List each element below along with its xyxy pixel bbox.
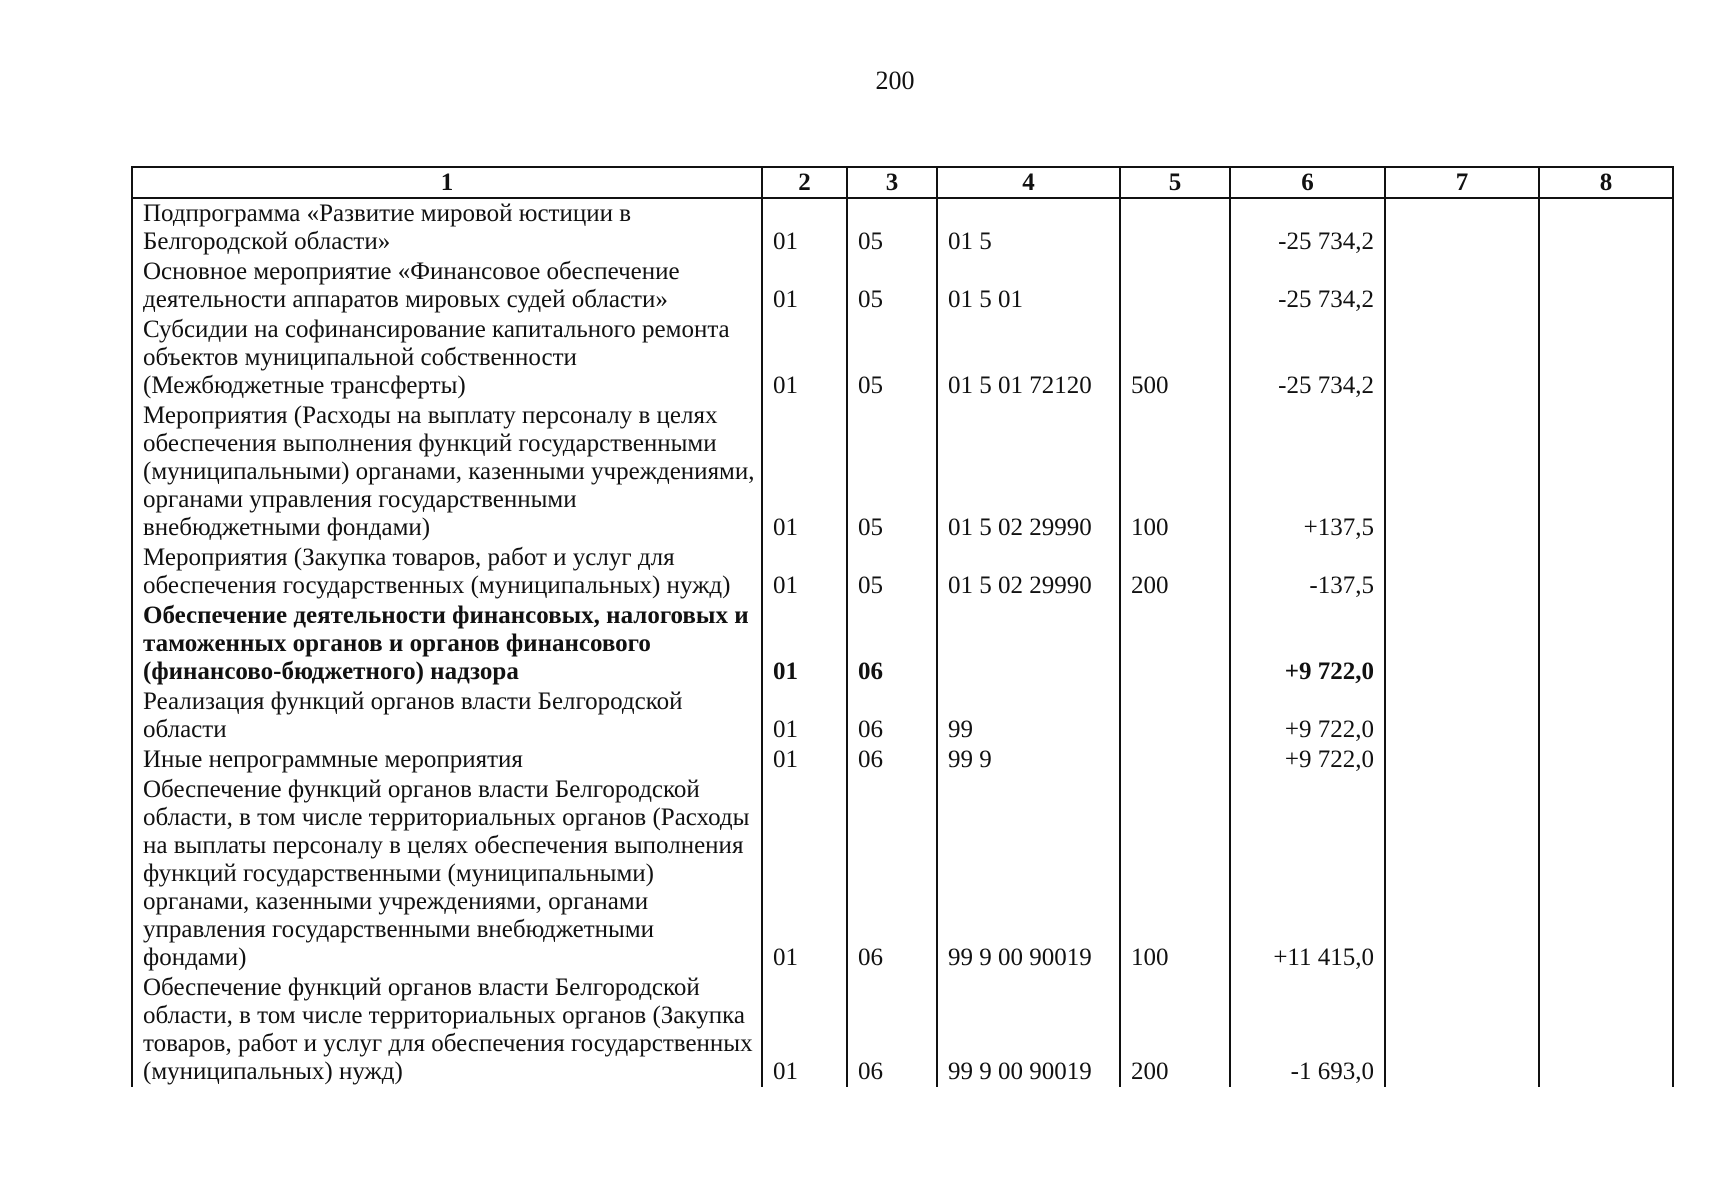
row-target-article: 01 5 02 29990	[937, 401, 1120, 543]
table-row	[132, 315, 1673, 401]
row-name: Обеспечение деятельности финансовых, налоговых и таможенных органов и органов финансового (финансово-бюджетного) надзора	[132, 601, 762, 687]
row-col-8	[1539, 543, 1673, 601]
row-name: Обеспечение функций органов власти Белгородской области, в том числе территориальных органов (Закупка товаров, работ и услуг для обеспечения государственных (муниципальных) нужд)	[132, 973, 762, 1087]
header-col-5: 5	[1120, 167, 1230, 198]
row-col-7	[1385, 775, 1539, 973]
header-col-3: 3	[847, 167, 937, 198]
row-col-7	[1385, 601, 1539, 687]
row-section: 01	[762, 775, 847, 973]
table-row	[132, 973, 1673, 1087]
row-col-8	[1539, 745, 1673, 775]
row-amount: -25 734,2	[1230, 315, 1385, 401]
row-amount: +9 722,0	[1230, 601, 1385, 687]
row-target-article: 01 5 01	[937, 257, 1120, 315]
row-subsection: 06	[847, 973, 937, 1087]
row-name: Основное мероприятие «Финансовое обеспечение деятельности аппаратов мировых судей области»	[132, 257, 762, 315]
row-section: 01	[762, 687, 847, 745]
row-target-article: 01 5 02 29990	[937, 543, 1120, 601]
row-section: 01	[762, 401, 847, 543]
row-section: 01	[762, 257, 847, 315]
row-col-8	[1539, 601, 1673, 687]
row-col-8	[1539, 687, 1673, 745]
row-expense-type	[1120, 601, 1230, 687]
table-row	[132, 198, 1673, 257]
table-row	[132, 775, 1673, 973]
row-subsection: 05	[847, 315, 937, 401]
row-expense-type	[1120, 687, 1230, 745]
row-name: Мероприятия (Закупка товаров, работ и услуг для обеспечения государственных (муниципальных) нужд)	[132, 543, 762, 601]
page-number: 200	[875, 66, 915, 95]
header-col-6: 6	[1230, 167, 1385, 198]
table-row	[132, 745, 1673, 775]
row-section: 01	[762, 973, 847, 1087]
row-subsection: 06	[847, 745, 937, 775]
row-amount: -137,5	[1230, 543, 1385, 601]
table-row	[132, 543, 1673, 601]
row-target-article: 99 9 00 90019	[937, 973, 1120, 1087]
row-amount: +9 722,0	[1230, 687, 1385, 745]
row-amount: +137,5	[1230, 401, 1385, 543]
row-expense-type	[1120, 257, 1230, 315]
row-expense-type: 100	[1120, 401, 1230, 543]
row-subsection: 05	[847, 543, 937, 601]
row-col-7	[1385, 973, 1539, 1087]
row-col-8	[1539, 257, 1673, 315]
row-expense-type: 200	[1120, 973, 1230, 1087]
row-col-7	[1385, 687, 1539, 745]
row-name: Обеспечение функций органов власти Белгородской области, в том числе территориальных органов (Расходы на выплаты персоналу в целях обеспечения выполнения функций государственными (муниципальными) органами, казенными учреждениями, органами управления государственными внебюджетными фондами)	[132, 775, 762, 973]
table-body	[132, 198, 1673, 1087]
row-subsection: 06	[847, 775, 937, 973]
row-subsection: 05	[847, 198, 937, 257]
row-expense-type: 500	[1120, 315, 1230, 401]
header-row	[132, 167, 1673, 198]
row-section: 01	[762, 315, 847, 401]
row-col-8	[1539, 315, 1673, 401]
row-col-8	[1539, 401, 1673, 543]
row-target-article: 99 9 00 90019	[937, 775, 1120, 973]
row-section: 01	[762, 198, 847, 257]
header-col-7: 7	[1385, 167, 1539, 198]
row-amount: +11 415,0	[1230, 775, 1385, 973]
row-col-7	[1385, 257, 1539, 315]
row-target-article: 01 5	[937, 198, 1120, 257]
table-row	[132, 401, 1673, 543]
row-col-7	[1385, 401, 1539, 543]
row-amount: -25 734,2	[1230, 257, 1385, 315]
row-amount: -1 693,0	[1230, 973, 1385, 1087]
header-col-8: 8	[1539, 167, 1673, 198]
row-section: 01	[762, 601, 847, 687]
header-col-2: 2	[762, 167, 847, 198]
row-name: Мероприятия (Расходы на выплату персоналу в целях обеспечения выполнения функций государственными (муниципальными) органами, казенными учреждениями, органами управления государственными внебюджетными фондами)	[132, 401, 762, 543]
row-target-article: 01 5 01 72120	[937, 315, 1120, 401]
row-name: Субсидии на софинансирование капитального ремонта объектов муниципальной собственности (Межбюджетные трансферты)	[132, 315, 762, 401]
row-name: Иные непрограммные мероприятия	[132, 745, 762, 775]
table-row	[132, 257, 1673, 315]
row-expense-type	[1120, 745, 1230, 775]
row-name: Реализация функций органов власти Белгородской области	[132, 687, 762, 745]
header-col-1: 1	[132, 167, 762, 198]
row-name: Подпрограмма «Развитие мировой юстиции в Белгородской области»	[132, 198, 762, 257]
row-col-8	[1539, 775, 1673, 973]
row-subsection: 06	[847, 687, 937, 745]
row-subsection: 05	[847, 257, 937, 315]
table-row	[132, 601, 1673, 687]
row-subsection: 05	[847, 401, 937, 543]
row-target-article: 99 9	[937, 745, 1120, 775]
row-target-article: 99	[937, 687, 1120, 745]
row-amount: +9 722,0	[1230, 745, 1385, 775]
row-col-7	[1385, 745, 1539, 775]
row-amount: -25 734,2	[1230, 198, 1385, 257]
row-expense-type: 100	[1120, 775, 1230, 973]
row-col-8	[1539, 973, 1673, 1087]
budget-table	[131, 166, 1674, 1087]
row-expense-type: 200	[1120, 543, 1230, 601]
row-col-8	[1539, 198, 1673, 257]
table-row	[132, 687, 1673, 745]
row-col-7	[1385, 543, 1539, 601]
row-col-7	[1385, 198, 1539, 257]
row-col-7	[1385, 315, 1539, 401]
row-expense-type	[1120, 198, 1230, 257]
row-subsection: 06	[847, 601, 937, 687]
row-target-article	[937, 601, 1120, 687]
row-section: 01	[762, 745, 847, 775]
row-section: 01	[762, 543, 847, 601]
header-col-4: 4	[937, 167, 1120, 198]
